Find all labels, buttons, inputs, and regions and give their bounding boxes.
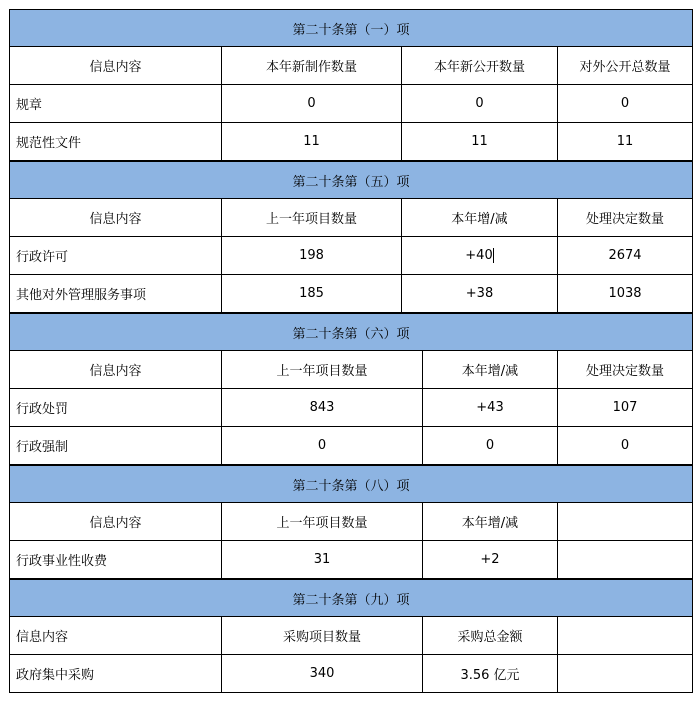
cell-value xyxy=(558,655,693,693)
column-header: 信息内容 xyxy=(10,199,222,237)
table-row xyxy=(10,389,693,427)
cell-value xyxy=(558,541,693,579)
table-row xyxy=(10,237,693,275)
column-header: 上一年项目数量 xyxy=(222,503,423,541)
column-header: 信息内容 xyxy=(10,47,222,85)
column-header xyxy=(558,617,693,655)
section-table-4 xyxy=(9,465,693,579)
section-table-2 xyxy=(9,161,693,313)
section-title: 第二十条第（五）项 xyxy=(10,162,693,199)
column-header: 本年新公开数量 xyxy=(402,47,558,85)
section-table-1 xyxy=(9,9,693,161)
cell-text: +40 xyxy=(465,248,493,263)
column-header: 对外公开总数量 xyxy=(558,47,693,85)
table-row xyxy=(10,427,693,465)
column-header: 本年增/减 xyxy=(402,199,558,237)
cell-value-editing[interactable] xyxy=(402,237,558,275)
column-header: 信息内容 xyxy=(10,617,222,655)
column-header: 上一年项目数量 xyxy=(222,199,402,237)
cell-value: 107 xyxy=(558,389,693,427)
column-header: 本年增/减 xyxy=(423,351,558,389)
cell-value: +43 xyxy=(423,389,558,427)
row-label: 规章 xyxy=(10,85,222,123)
table-row xyxy=(10,85,693,123)
cell-value: 0 xyxy=(558,85,693,123)
section-title: 第二十条第（九）项 xyxy=(10,580,693,617)
cell-value: 2674 xyxy=(558,237,693,275)
cell-value: 0 xyxy=(558,427,693,465)
row-label: 行政强制 xyxy=(10,427,222,465)
cell-value: 11 xyxy=(402,123,558,161)
section-title: 第二十条第（六）项 xyxy=(10,314,693,351)
table-row xyxy=(10,541,693,579)
column-header: 处理决定数量 xyxy=(558,199,693,237)
text-cursor xyxy=(493,248,494,263)
cell-value: 340 xyxy=(222,655,423,693)
section-title: 第二十条第（一）项 xyxy=(10,10,693,47)
cell-value: 11 xyxy=(558,123,693,161)
cell-value: 1038 xyxy=(558,275,693,313)
row-label: 规范性文件 xyxy=(10,123,222,161)
column-header xyxy=(558,503,693,541)
table-row xyxy=(10,655,693,693)
column-header: 信息内容 xyxy=(10,503,222,541)
section-table-5 xyxy=(9,579,693,693)
column-header: 信息内容 xyxy=(10,351,222,389)
cell-value: 0 xyxy=(423,427,558,465)
row-label: 行政许可 xyxy=(10,237,222,275)
cell-value: 0 xyxy=(222,85,402,123)
cell-value: +38 xyxy=(402,275,558,313)
cell-value: 31 xyxy=(222,541,423,579)
column-header: 上一年项目数量 xyxy=(222,351,423,389)
column-header: 本年新制作数量 xyxy=(222,47,402,85)
row-label: 政府集中采购 xyxy=(10,655,222,693)
section-title: 第二十条第（八）项 xyxy=(10,466,693,503)
column-header: 采购项目数量 xyxy=(222,617,423,655)
column-header: 采购总金额 xyxy=(423,617,558,655)
cell-value: 3.56 亿元 xyxy=(423,655,558,693)
cell-value: 843 xyxy=(222,389,423,427)
cell-value: 185 xyxy=(222,275,402,313)
cell-value: 0 xyxy=(222,427,423,465)
table-row xyxy=(10,123,693,161)
row-label: 行政事业性收费 xyxy=(10,541,222,579)
row-label: 其他对外管理服务事项 xyxy=(10,275,222,313)
table-row xyxy=(10,275,693,313)
row-label: 行政处罚 xyxy=(10,389,222,427)
cell-value: 198 xyxy=(222,237,402,275)
section-table-3 xyxy=(9,313,693,465)
cell-value: 11 xyxy=(222,123,402,161)
cell-value: 0 xyxy=(402,85,558,123)
column-header: 处理决定数量 xyxy=(558,351,693,389)
cell-value: +2 xyxy=(423,541,558,579)
column-header: 本年增/减 xyxy=(423,503,558,541)
